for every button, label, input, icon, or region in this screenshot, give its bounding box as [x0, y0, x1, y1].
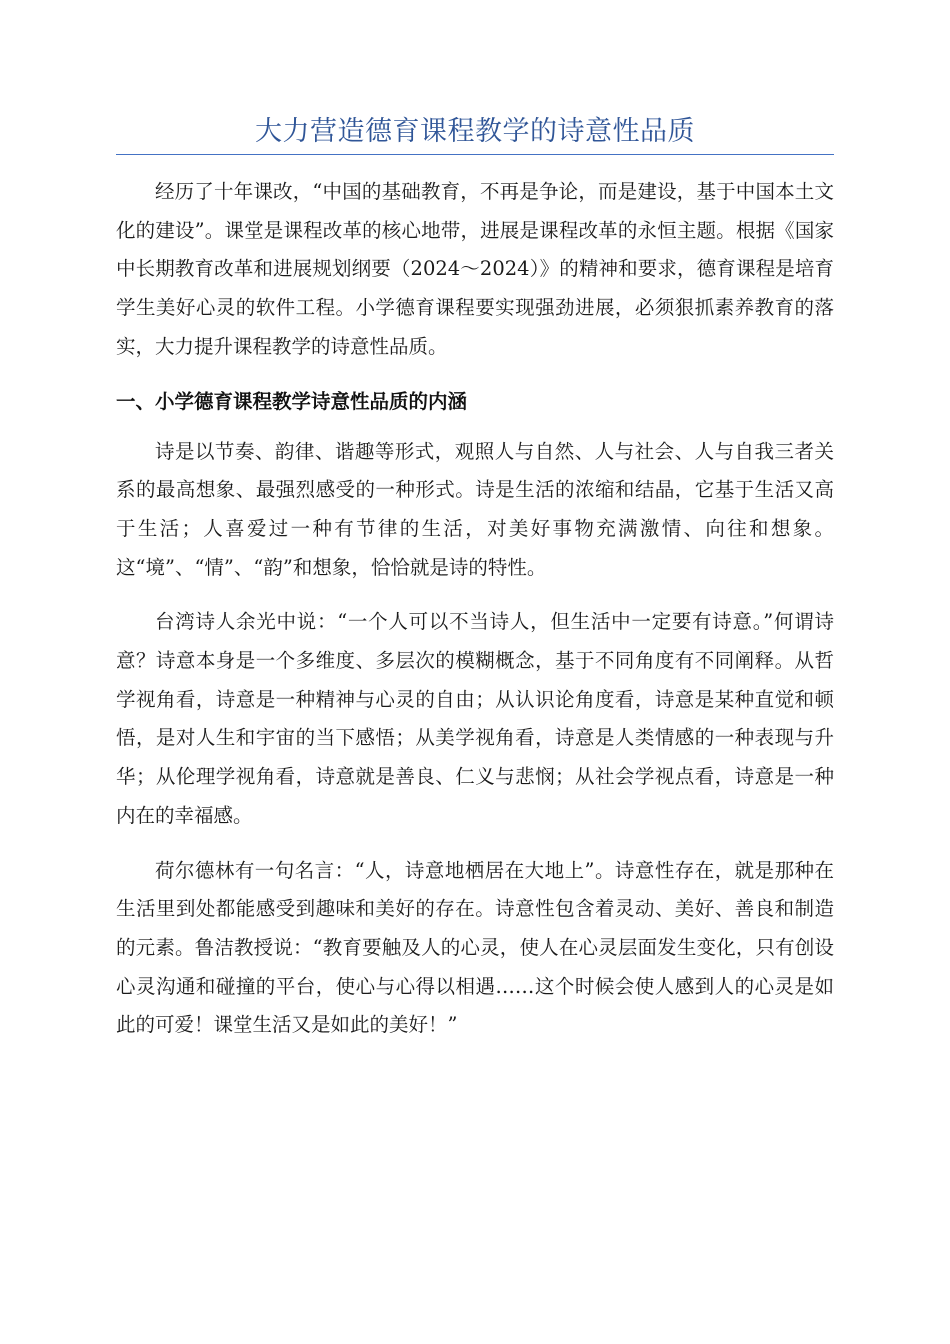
body-paragraph-poetry-definition: 诗是以节奏、韵律、谐趣等形式，观照人与自然、人与社会、人与自我三者关系的最高想象、最强烈感受的一种形式。诗是生活的浓缩和结晶，它基于生活又高于生活；人喜爱过一种有节律的生活，对美好事物充满激情、向往和想象。这“境”、“情”、“韵”和想象，恰恰就是诗的特性。	[116, 439, 834, 579]
title-underline	[116, 154, 834, 155]
document-body	[116, 173, 834, 1045]
section-heading: 一、小学德育课程教学诗意性品质的内涵	[116, 389, 468, 413]
intro-paragraph: 经历了十年课改，“中国的基础教育，不再是争论，而是建设，基于中国本土文化的建设”。课堂是课程改革的核心地带，进展是课程改革的永恒主题。根据《国家中长期教育改革和进展规划纲要（2024～2024）》的精神和要求，德育课程是培育学生美好心灵的软件工程。小学德育课程要实现强劲进展，必须狠抓素养教育的落实，大力提升课程教学的诗意性品质。	[116, 180, 834, 358]
body-paragraph-poetic-meaning: 台湾诗人余光中说：“一个人可以不当诗人，但生活中一定要有诗意。”何谓诗意？诗意本身是一个多维度、多层次的模糊概念，基于不同角度有不同阐释。从哲学视角看，诗意是一种精神与心灵的自由；从认识论角度看，诗意是某种直觉和顿悟，是对人生和宇宙的当下感悟；从美学视角看，诗意是人类情感的一种表现与升华；从伦理学视角看，诗意就是善良、仁义与悲悯；从社会学视点看，诗意是一种内在的幸福感。	[116, 610, 834, 827]
title-block	[116, 112, 834, 155]
document-title: 大力营造德育课程教学的诗意性品质	[255, 116, 695, 147]
body-paragraph-poetic-dwelling: 荷尔德林有一句名言：“人，诗意地栖居在大地上”。诗意性存在，就是那种在生活里到处都能感受到趣味和美好的存在。诗意性包含着灵动、美好、善良和制造的元素。鲁洁教授说：“教育要触及人的心灵，使人在心灵层面发生变化，只有创设心灵沟通和碰撞的平台，使心与心得以相遇……这个时候会使人感到人的心灵是如此的可爱！课堂生活又是如此的美好！”	[116, 858, 834, 1037]
